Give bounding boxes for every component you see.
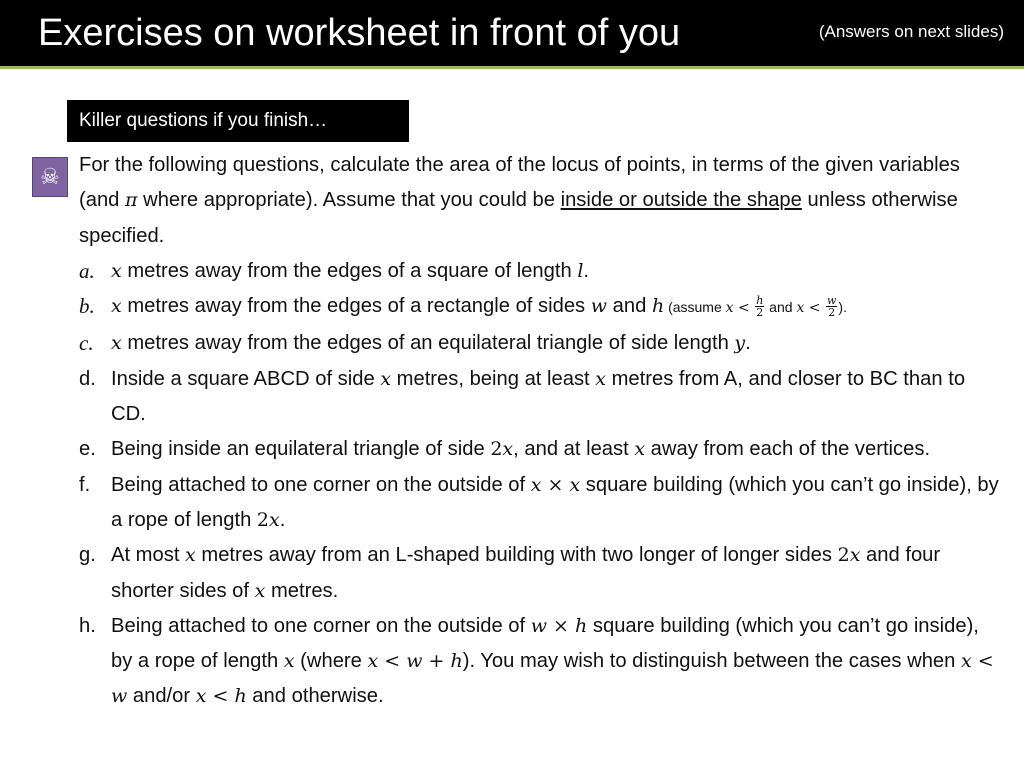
- question-text: .: [583, 259, 589, 282]
- question-text: Being attached to one corner on the outside of: [111, 614, 531, 637]
- fraction-numerator: w: [826, 293, 837, 307]
- question-text: At most: [111, 544, 186, 567]
- math-h: h: [450, 650, 463, 673]
- math-w: w: [406, 650, 423, 673]
- assume-and: and: [765, 299, 797, 316]
- question-g: [79, 538, 1004, 609]
- question-text: metres away from the edges of a square of length: [121, 259, 578, 282]
- math-x: x: [195, 685, 207, 708]
- math-y: y: [734, 332, 746, 355]
- question-text: metres.: [265, 579, 339, 602]
- question-text: and/or: [127, 685, 196, 708]
- skull-crossbones-icon: ☠: [32, 157, 68, 197]
- math-w: w: [590, 295, 608, 318]
- math-w: w: [530, 614, 548, 637]
- question-text: and otherwise.: [246, 685, 384, 708]
- math-lt: <: [971, 650, 994, 673]
- fraction-denominator: 2: [756, 305, 764, 319]
- math-x: x: [569, 473, 581, 496]
- question-label: h.: [79, 614, 96, 637]
- question-text: metres away from the edges of an equilateral triangle of side length: [121, 332, 735, 355]
- question-e: [79, 432, 1004, 467]
- math-x: x: [367, 650, 379, 673]
- math-x: x: [530, 473, 542, 496]
- math-x: x: [380, 367, 392, 390]
- math-l: l: [577, 259, 584, 282]
- math-x: x: [111, 295, 122, 318]
- math-2: 2: [490, 438, 503, 461]
- page-title: Exercises on worksheet in front of you: [38, 12, 681, 54]
- fraction-denominator: 2: [828, 305, 836, 319]
- question-label: g.: [79, 544, 96, 567]
- question-f: [79, 468, 1004, 539]
- question-text: , and at least: [513, 438, 635, 461]
- math-h: h: [575, 614, 588, 637]
- fraction-w-over-2: [826, 295, 837, 318]
- assume-open: (assume: [664, 299, 726, 316]
- question-d: [79, 362, 1004, 433]
- question-text: metres from A, and closer to BC than to CD.: [111, 367, 966, 426]
- math-lt: <: [804, 300, 825, 317]
- math-x: x: [796, 300, 805, 317]
- question-text: .: [279, 508, 286, 531]
- question-label: c.: [79, 331, 94, 356]
- intro-text-1: For the following questions, calculate the area of the locus of points, in terms of the given variables (and: [79, 154, 960, 212]
- math-lt: <: [733, 300, 755, 317]
- question-text: Being attached to one corner on the outside of: [111, 473, 531, 496]
- math-x: x: [254, 579, 266, 602]
- question-label: e.: [79, 438, 96, 461]
- math-w: w: [111, 685, 128, 708]
- math-2: 2: [256, 508, 269, 531]
- question-text: .: [745, 332, 751, 355]
- question-text: ). You may wish to distinguish between the cases when: [462, 650, 961, 673]
- math-x: x: [269, 508, 280, 531]
- math-x: x: [111, 332, 122, 355]
- question-text: metres, being at least: [391, 367, 596, 390]
- question-text: square building (which you can’t go inside), by a rope of length: [111, 614, 979, 673]
- intro-paragraph: [79, 148, 1004, 254]
- math-x: x: [111, 259, 122, 282]
- math-x: x: [502, 438, 514, 461]
- question-text: square building (which you can’t go inside), by a rope of length: [111, 473, 999, 531]
- math-x: x: [595, 367, 606, 390]
- question-c: [79, 326, 1004, 361]
- question-b: [79, 289, 1004, 326]
- math-x: x: [960, 650, 972, 673]
- killer-questions-label: Killer questions if you finish…: [67, 100, 409, 142]
- question-a: [79, 254, 1004, 289]
- question-h: [79, 609, 1004, 715]
- page-subtitle: (Answers on next slides): [818, 22, 1004, 41]
- question-text: Inside a square ABCD of side: [111, 367, 381, 390]
- header-accent-line: [0, 66, 1024, 69]
- math-lt: <: [206, 685, 235, 708]
- math-plus: +: [422, 650, 451, 673]
- math-times: ×: [547, 614, 576, 637]
- assume-note: [664, 293, 847, 319]
- question-label: f.: [79, 473, 91, 496]
- question-label: a.: [79, 258, 95, 283]
- fraction-numerator: h: [756, 293, 764, 307]
- question-text: and: [607, 295, 652, 318]
- math-x: x: [849, 544, 861, 567]
- intro-text-3: unless otherwise specified.: [79, 189, 958, 247]
- fraction-h-over-2: [755, 295, 764, 318]
- math-times: ×: [541, 473, 570, 496]
- intro-text-2: where appropriate). Assume that you could be: [137, 189, 561, 212]
- math-pi: π: [125, 189, 138, 212]
- intro-underlined: inside or outside the shape: [560, 189, 802, 212]
- question-label: b.: [79, 294, 95, 319]
- question-text: metres away from an L-shaped building with two longer of longer sides: [195, 544, 838, 567]
- question-label: d.: [79, 367, 96, 390]
- question-text: away from each of the vertices.: [645, 438, 931, 461]
- question-text: Being inside an equilateral triangle of side: [111, 438, 491, 461]
- question-text: and four shorter sides of: [111, 544, 941, 602]
- math-h: h: [234, 685, 247, 708]
- question-text: metres away from the edges of a rectangle of sides: [121, 295, 591, 318]
- math-h: h: [651, 295, 665, 318]
- math-x: x: [725, 300, 734, 317]
- question-content: [79, 148, 1004, 715]
- math-lt: <: [378, 650, 407, 673]
- math-x: x: [185, 544, 196, 567]
- question-text: (where: [294, 650, 368, 673]
- math-x: x: [634, 438, 646, 461]
- assume-close: ).: [838, 299, 847, 316]
- math-2: 2: [837, 544, 850, 567]
- math-x: x: [283, 650, 295, 673]
- header-bar: [0, 0, 1024, 66]
